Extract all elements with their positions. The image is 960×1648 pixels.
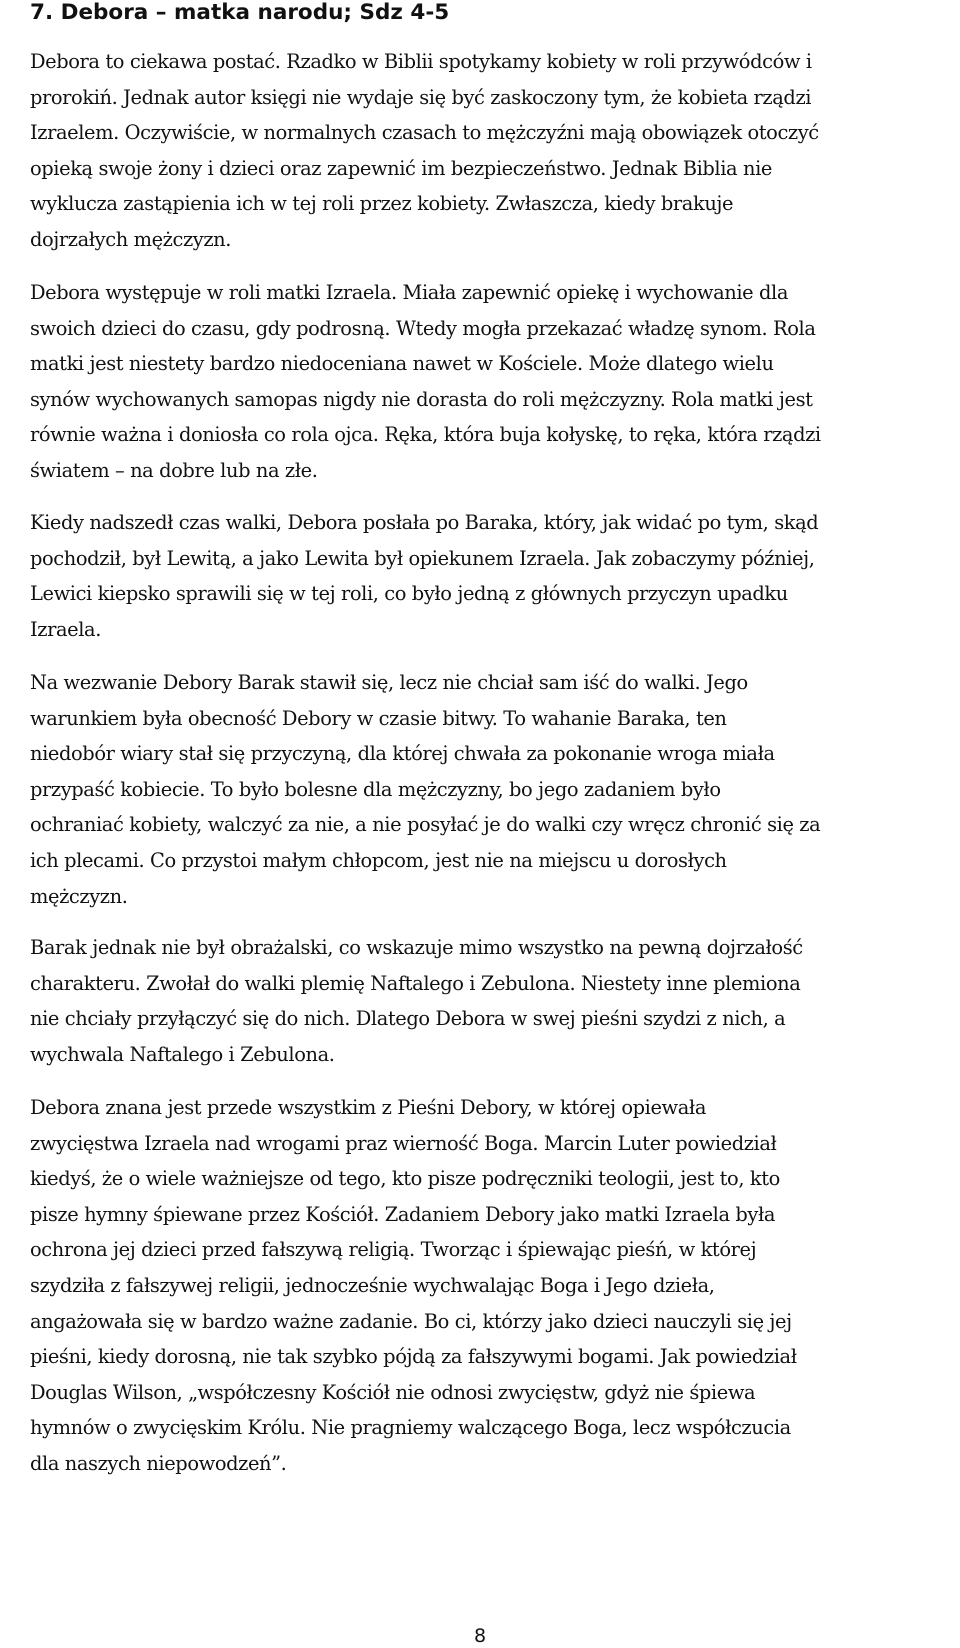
text-line: szydziła z fałszywej religii, jednocześnie wychwalając Boga i Jego dzieła, [30, 1273, 715, 1297]
text-line: Kiedy nadszedł czas walki, Debora posłała po Baraka, który, jak widać po tym, skąd [30, 511, 819, 534]
text-line: nie chciały przyłączyć się do nich. Dlatego Debora w swej pieśni szydzi z nich, a [30, 1007, 786, 1031]
text-line: kiedyś, że o wiele ważniejsze od tego, kto pisze podręczniki teologii, jest to, kto [30, 1167, 780, 1191]
paragraph-1 [30, 44, 960, 258]
text-line: wyklucza zastąpienia ich w tej roli przez kobiety. Zwłaszcza, kiedy brakuje [30, 192, 734, 216]
text-line: ochraniać kobiety, walczyć za nie, a nie posyłać je do walki czy wręcz chronić się za [30, 813, 821, 837]
text-line: charakteru. Zwołał do walki plemię Naftalego i Zebulona. Niestety inne plemiona [30, 971, 801, 995]
text-line: mężczyzn. [30, 884, 128, 908]
text-line: światem – na dobre lub na złe. [30, 458, 318, 482]
text-line: synów wychowanych samopas nigdy nie dorasta do roli mężczyzny. Rola matki jest [30, 387, 813, 411]
text-line: niedobór wiary stał się przyczyną, dla której chwała za pokonanie wroga miała [30, 742, 775, 766]
text-line: przypaść kobiecie. To było bolesne dla mężczyzny, bo jego zadaniem było [30, 777, 721, 801]
paragraph-3 [30, 505, 960, 647]
text-line: dojrzałych mężczyzn. [30, 227, 232, 251]
text-line: matki jest niestety bardzo niedoceniana nawet w Kościele. Może dlatego wielu [30, 352, 774, 376]
section-heading: 7. Debora – matka narodu; Sdz 4-5 [30, 0, 450, 25]
text-line: pieśni, kiedy dorosną, nie tak szybko pójdą za fałszywymi bogami. Jak powiedział [30, 1345, 797, 1369]
text-line: hymnów o zwycięskim Królu. Nie pragniemy walczącego Boga, lecz współczucia [30, 1416, 791, 1440]
text-line: Douglas Wilson, „współczesny Kościół nie odnosi zwycięstw, gdyż nie śpiewa [30, 1380, 756, 1404]
text-line: wychwala Naftalego i Zebulona. [30, 1042, 335, 1066]
text-line: opieką swoje żony i dzieci oraz zapewnić im bezpieczeństwo. Jednak Biblia nie [30, 156, 772, 180]
paragraph-5 [30, 930, 960, 1072]
text-line: Debora występuje w roli matki Izraela. Miała zapewnić opiekę i wychowanie dla [30, 281, 789, 304]
text-line: angażowała się w bardzo ważne zadanie. Bo ci, którzy jako dzieci nauczyli się jej [30, 1309, 792, 1333]
text-line: Izraelem. Oczywiście, w normalnych czasach to mężczyźni mają obowiązek otoczyć [30, 121, 819, 145]
paragraph-2 [30, 275, 960, 489]
text-line: pochodził, był Lewitą, a jako Lewita był opiekunem Izraela. Jak zobaczymy później, [30, 546, 815, 570]
text-line: warunkiem była obecność Debory w czasie bitwy. To wahanie Baraka, ten [30, 706, 727, 730]
text-line: Barak jednak nie był obrażalski, co wskazuje mimo wszystko na pewną dojrzałość [30, 936, 803, 959]
text-line: Na wezwanie Debory Barak stawił się, lecz nie chciał sam iść do walki. Jego [30, 671, 748, 694]
text-line: równie ważna i doniosła co rola ojca. Ręka, która buja kołyskę, to ręka, która rządzi [30, 423, 821, 447]
text-line: dla naszych niepowodzeń”. [30, 1451, 287, 1475]
text-line: ochrona jej dzieci przed fałszywą religią. Tworząc i śpiewając pieśń, w której [30, 1238, 757, 1262]
text-line: pisze hymny śpiewane przez Kościół. Zadaniem Debory jako matki Izraela była [30, 1202, 776, 1226]
text-line: Lewici kiepsko sprawili się w tej roli, co było jedną z głównych przyczyn upadku [30, 582, 788, 606]
text-line: zwycięstwa Izraela nad wrogami praz wierność Boga. Marcin Luter powiedział [30, 1131, 777, 1155]
paragraph-6 [30, 1090, 960, 1482]
text-line: Debora znana jest przede wszystkim z Pieśni Debory, w której opiewała [30, 1096, 706, 1119]
paragraph-4 [30, 665, 960, 914]
text-line: ich plecami. Co przystoi małym chłopcom, jest nie na miejscu u dorosłych [30, 848, 727, 872]
text-line: Izraela. [30, 617, 101, 641]
text-line: prorokiń. Jednak autor księgi nie wydaje się być zaskoczony tym, że kobieta rządzi [30, 85, 812, 109]
text-line: Debora to ciekawa postać. Rzadko w Biblii spotykamy kobiety w roli przywódców i [30, 50, 812, 73]
text-line: swoich dzieci do czasu, gdy podrosną. Wtedy mogła przekazać władzę synom. Rola [30, 316, 816, 340]
page-number: 8 [473, 1625, 487, 1647]
